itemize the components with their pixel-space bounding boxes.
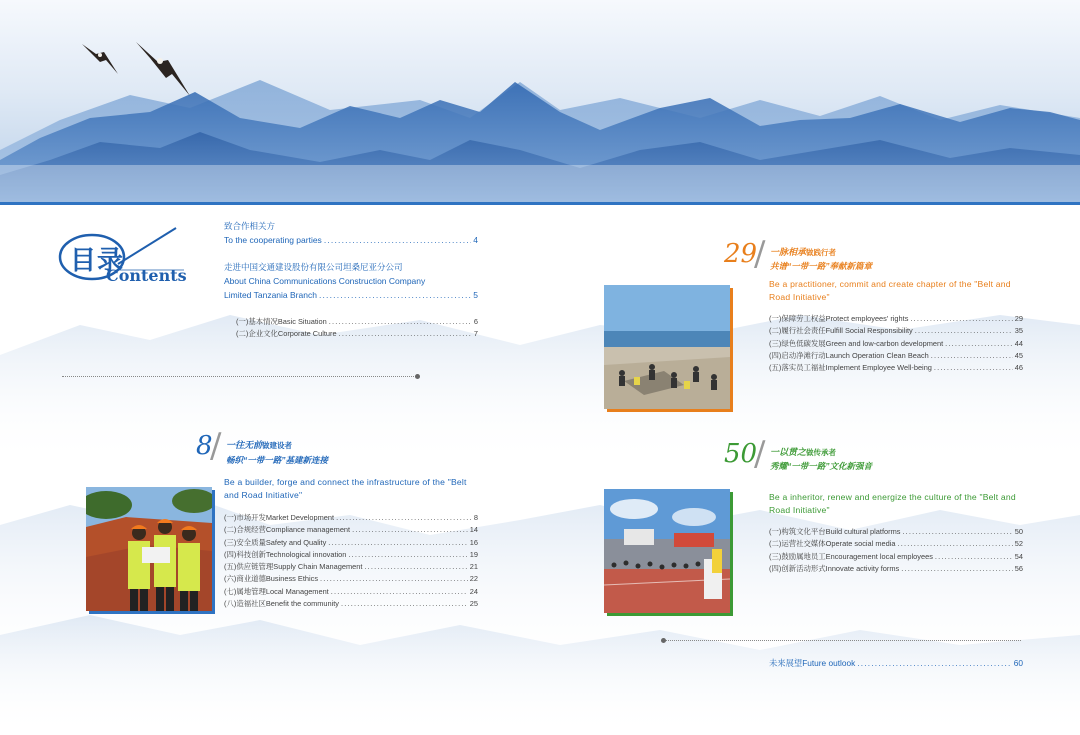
logo-en: Contents <box>106 266 187 285</box>
section-8-list <box>224 512 478 610</box>
toc-heading-en: About China Communications Construction Company <box>224 276 426 286</box>
section-29-header: 29 / 一脉相承做践行者 共谱“一带一路”奉献新篇章 <box>724 234 873 274</box>
toc-item[interactable]: (三)绿色低碳发展Green and low-carbon development ..... 44 <box>769 338 1023 350</box>
workers-photo <box>86 487 212 611</box>
section-8-header: 8 / 一往无前做建设者 畅织“一带一路”基建新连接 <box>196 426 329 466</box>
toc-item[interactable]: (五)供应链管理Supply Chain Management ..... 21 <box>224 561 478 573</box>
section-number: 8 <box>196 431 213 461</box>
toc-item[interactable]: (四)启动净滩行动Launch Operation Clean Beach ..... 45 <box>769 350 1023 362</box>
toc-item[interactable]: (一)基本情况Basic Situation ..... 6 <box>224 316 478 328</box>
toc-item[interactable]: (四)科技创新Technological innovation ..... 19 <box>224 549 478 561</box>
section-title-cn: 一脉相承做践行者 <box>770 247 837 257</box>
section-50-list <box>769 526 1023 575</box>
toc-item[interactable]: (二)企业文化Corporate Culture ..... 7 <box>224 328 478 340</box>
section-subtitle-cn: 共谱“一带一路”奉献新篇章 <box>770 261 873 271</box>
mountain-banner <box>0 0 1080 205</box>
toc-entry-about[interactable]: Limited Tanzania Branch ..... 5 <box>224 288 478 302</box>
toc-item[interactable]: (三)安全质量Safety and Quality ..... 16 <box>224 537 478 549</box>
eagle-icon <box>0 0 1080 205</box>
logo-cn: 目录 <box>70 246 125 276</box>
toc-heading-cn: 走进中国交通建设股份有限公司坦桑尼亚分公司 <box>224 262 403 272</box>
toc-heading-cn: 致合作相关方 <box>224 221 276 231</box>
section-50-en: Be a inheritor, renew and energize the culture of the "Belt and Road Initiative" <box>769 492 1016 515</box>
toc-item[interactable]: (一)保障劳工权益Protect employees' rights ..... 29 <box>769 313 1023 325</box>
section-50-header: 50 / 一以贯之做传承者 秀耀“一带一路”文化新强音 <box>724 434 873 474</box>
section-title-cn: 一以贯之做传承者 <box>770 447 837 457</box>
toc-item[interactable]: (一)构筑文化平台Build cultural platforms ..... 50 <box>769 526 1023 538</box>
toc-item[interactable]: (二)合规经营Compliance management ..... 14 <box>224 524 478 536</box>
divider <box>62 376 418 377</box>
toc-item[interactable]: (六)商业道德Business Ethics ..... 22 <box>224 573 478 585</box>
future-outlook <box>769 656 1023 670</box>
toc-item[interactable]: (八)造福社区Benefit the community ..... 25 <box>224 598 478 610</box>
toc-entry-cooperating[interactable]: To the cooperating parties ..... 4 <box>224 233 478 247</box>
toc-item[interactable]: (二)履行社会责任Fulfill Social Responsibility ..... 35 <box>769 325 1023 337</box>
toc-item[interactable]: (二)运营社交媒体Operate social media ..... 52 <box>769 538 1023 550</box>
culture-event-photo <box>604 489 730 613</box>
section-subtitle-cn: 畅织“一带一路”基建新连接 <box>226 455 329 465</box>
section-title-cn: 一往无前做建设者 <box>226 440 293 450</box>
toc-entry-future[interactable]: 未来展望Future outlook ..... 60 <box>769 656 1023 670</box>
beach-cleanup-photo <box>604 285 730 409</box>
toc-item[interactable]: (三)鼓励属地员工Encouragement local employees ..... 54 <box>769 551 1023 563</box>
toc-item[interactable]: (七)属地管理Local Management ..... 24 <box>224 586 478 598</box>
toc-item[interactable]: (四)创新活动形式Innovate activity forms ..... 56 <box>769 563 1023 575</box>
section-number: 50 <box>724 439 758 469</box>
section-29-list <box>769 313 1023 374</box>
section-29-en: Be a practitioner, commit and create chapter of the "Belt and Road Initiative" <box>769 279 1011 302</box>
toc-item[interactable]: (一)市场开发Market Development ..... 8 <box>224 512 478 524</box>
section-subtitle-cn: 秀耀“一带一路”文化新强音 <box>770 461 873 471</box>
section-number: 29 <box>724 239 758 269</box>
contents-logo <box>58 222 188 292</box>
section-8-en: Be a builder, forge and connect the infrastructure of the "Belt and Road Initiative" <box>224 477 467 500</box>
toc-item[interactable]: (五)落实员工福祉Implement Employee Well-being ..... 46 <box>769 362 1023 374</box>
divider <box>663 640 1021 641</box>
toc-intro <box>224 219 478 341</box>
